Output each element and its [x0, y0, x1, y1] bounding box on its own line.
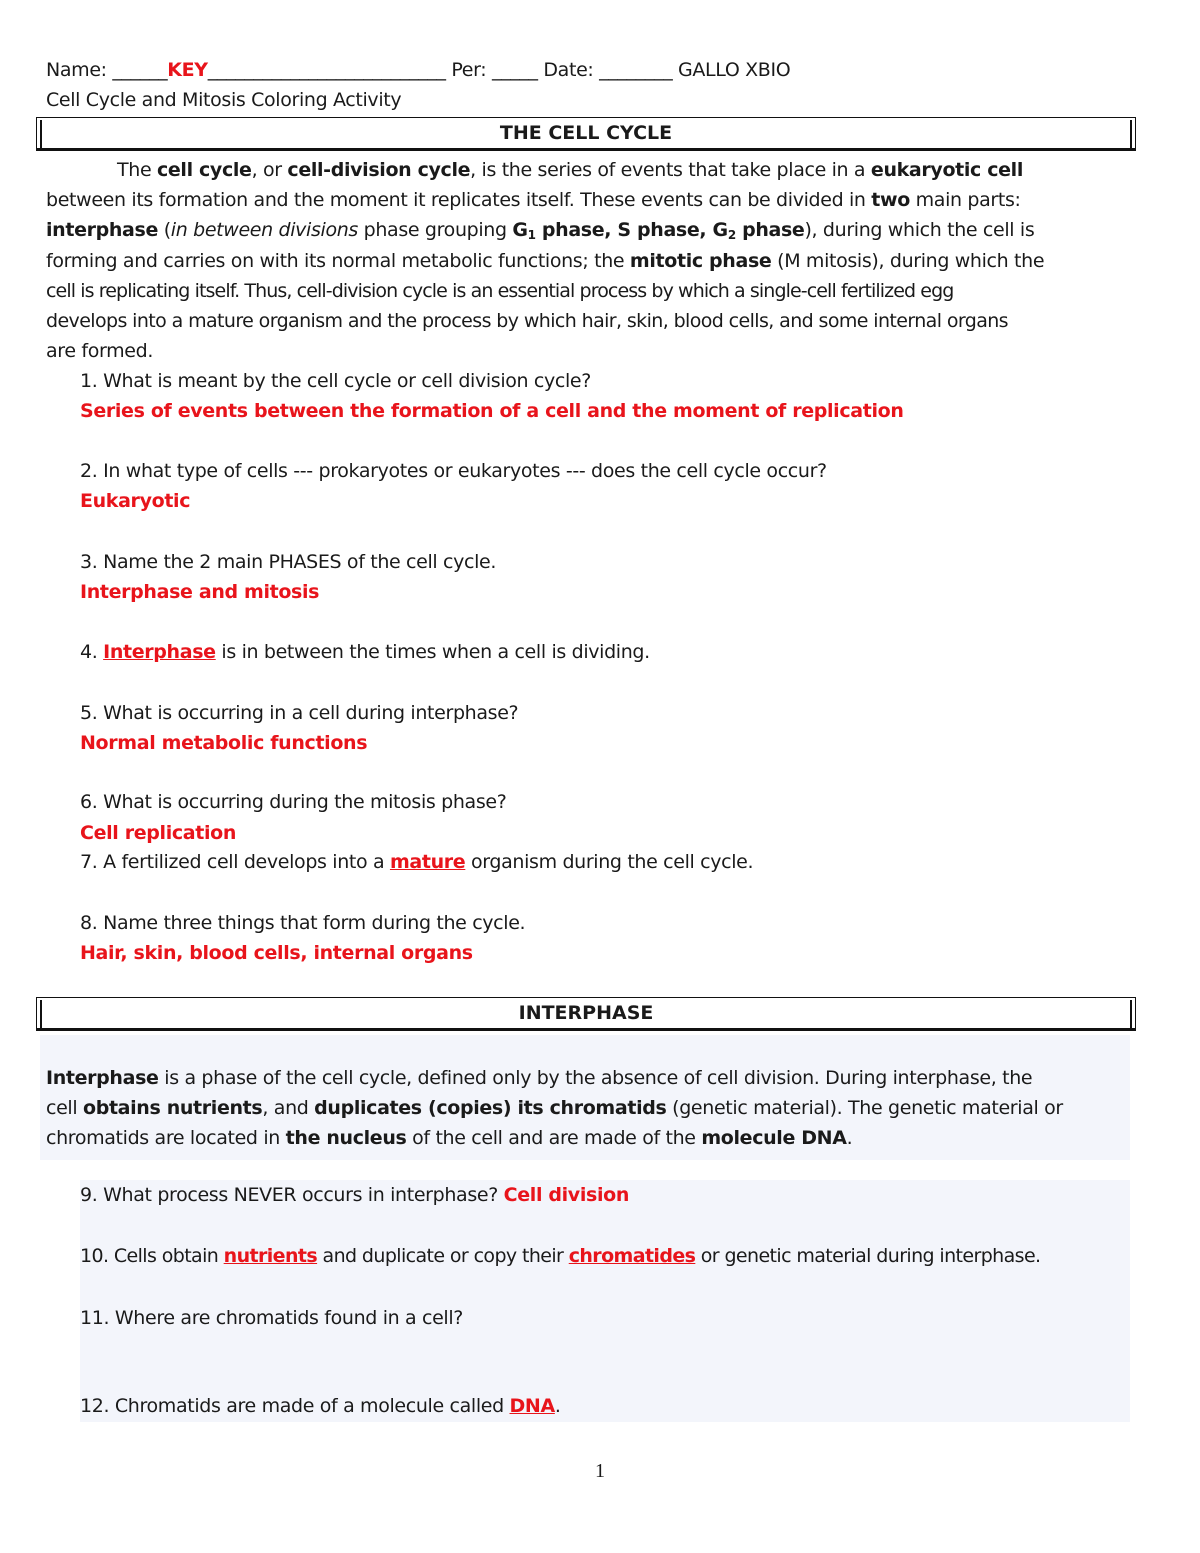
- intro-line-5: cell is replicating itself. Thus, cell-division cycle is an essential process by which a single-cell fertilized egg: [46, 280, 954, 302]
- question-10: 10. Cells obtain nutrients and duplicate or copy their chromatides or genetic material during interphase.: [80, 1245, 1041, 1267]
- intro-line-2: between its formation and the moment it replicates itself. These events can be divided in two main parts:: [46, 189, 1021, 211]
- answer-1: Series of events between the formation of a cell and the moment of replication: [80, 400, 904, 422]
- worksheet-subtitle: Cell Cycle and Mitosis Coloring Activity: [46, 89, 402, 111]
- interphase-line-3: chromatids are located in the nucleus of the cell and are made of the molecule DNA.: [46, 1127, 853, 1149]
- per-date-course: Per: _____ Date: ________ GALLO XBIO: [445, 59, 791, 81]
- question-2: 2. In what type of cells --- prokaryotes or eukaryotes --- does the cell cycle occur?: [80, 460, 827, 482]
- answer-10b: chromatides: [568, 1245, 696, 1267]
- question-5: 5. What is occurring in a cell during interphase?: [80, 702, 519, 724]
- answer-8: Hair, skin, blood cells, internal organs: [80, 942, 473, 964]
- section-title-cell-cycle: THE CELL CYCLE: [499, 122, 673, 144]
- name-label: Name: ______: [46, 59, 168, 81]
- answer-12: DNA: [509, 1395, 555, 1417]
- page-number: 1: [595, 1460, 605, 1482]
- intro-line-4: forming and carries on with its normal metabolic functions; the mitotic phase (M mitosis), during which the: [46, 250, 1045, 272]
- interphase-line-1: Interphase is a phase of the cell cycle, defined only by the absence of cell division. During interphase, the: [46, 1067, 1033, 1089]
- question-1: 1. What is meant by the cell cycle or cell division cycle?: [80, 370, 592, 392]
- section-title-interphase: INTERPHASE: [518, 1002, 654, 1024]
- interphase-line-2: cell obtains nutrients, and duplicates (copies) its chromatids (genetic material). The genetic material or: [46, 1097, 1063, 1119]
- section-header-interphase: [36, 997, 1136, 1031]
- intro-line-6: develops into a mature organism and the process by which hair, skin, blood cells, and some internal organs: [46, 310, 1008, 332]
- question-8: 8. Name three things that form during the cycle.: [80, 912, 526, 934]
- name-value: KEY: [167, 59, 208, 81]
- answer-3: Interphase and mitosis: [80, 581, 320, 603]
- intro-line-3: interphase (in between divisions phase grouping $G_1$ phase, S phase, $G_2$ phase), during which the cell is: [46, 219, 1035, 242]
- name-blank: __________________________: [207, 59, 446, 81]
- answer-7: mature: [389, 851, 466, 873]
- answer-4: Interphase: [103, 641, 216, 663]
- question-12: 12. Chromatids are made of a molecule called DNA.: [80, 1395, 561, 1417]
- section-header-cell-cycle: [36, 117, 1136, 151]
- header-line: [46, 55, 790, 85]
- answer-10a: nutrients: [223, 1245, 318, 1267]
- question-7: 7. A fertilized cell develops into a mature organism during the cell cycle.: [80, 851, 754, 873]
- intro-line-7: are formed.: [46, 340, 154, 362]
- question-4: 4. Interphase is in between the times when a cell is dividing.: [80, 641, 650, 663]
- intro-line-1: The cell cycle, or cell-division cycle, is the series of events that take place in a eukaryotic cell: [117, 159, 1023, 181]
- interphase-questions-shading: [80, 1180, 1130, 1422]
- question-11: 11. Where are chromatids found in a cell?: [80, 1307, 464, 1329]
- answer-6: Cell replication: [80, 822, 237, 844]
- answer-5: Normal metabolic functions: [80, 732, 368, 754]
- question-9: 9. What process NEVER occurs in interphase? Cell division: [80, 1184, 629, 1206]
- answer-9: Cell division: [503, 1184, 629, 1206]
- question-6: 6. What is occurring during the mitosis phase?: [80, 791, 507, 813]
- question-3: 3. Name the 2 main PHASES of the cell cycle.: [80, 551, 497, 573]
- answer-2: Eukaryotic: [80, 490, 191, 512]
